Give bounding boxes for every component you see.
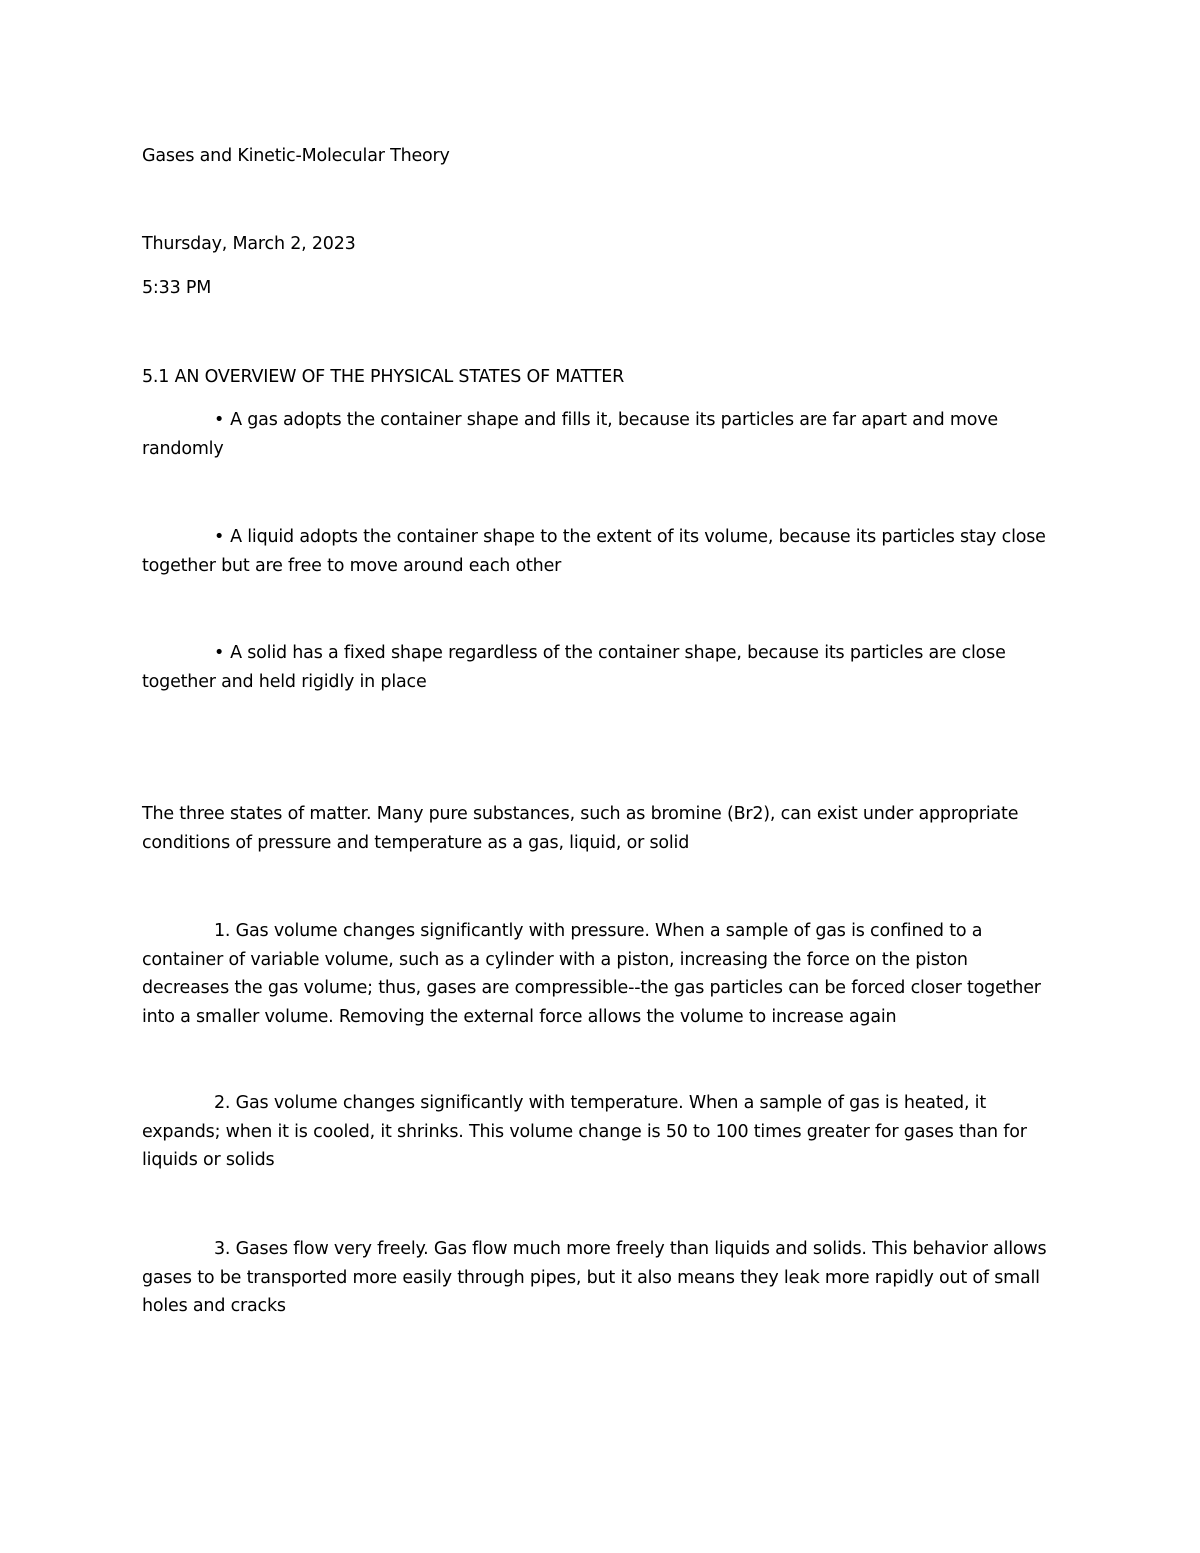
page-time: 5:33 PM (142, 278, 212, 298)
summary-paragraph: The three states of matter. Many pure substances, such as bromine (Br2), can exist under appropriate conditions of pressure and temperature as a gas, liquid, or solid (142, 804, 1019, 853)
section-heading: 5.1 AN OVERVIEW OF THE PHYSICAL STATES OF MATTER (142, 367, 625, 387)
page-date: Thursday, March 2, 2023 (142, 234, 356, 254)
bullet-item-liquid (142, 523, 1057, 580)
numbered-item-3: 3. Gases flow very freely. Gas flow much more freely than liquids and solids. This behavior allows gases to be transported more easily through pipes, but it also means they leak more rapidly out of small holes and cracks (142, 1239, 1047, 1316)
bullet-item-solid (142, 639, 1057, 696)
bullet-text: A gas adopts the container shape and fills it, because its particles are far apart and move randomly (142, 410, 998, 459)
bullet-text: A liquid adopts the container shape to the extent of its volume, because its particles stay close together but are free to move around each other (142, 527, 1046, 576)
numbered-item-1: 1. Gas volume changes significantly with pressure. When a sample of gas is confined to a container of variable volume, such as a cylinder with a piston, increasing the force on the piston decreases the gas volume; thus, gases are compressible--the gas particles can be forced closer together into a smaller volume. Removing the external force allows the volume to increase again (142, 921, 1041, 1027)
bullet-icon: • (214, 410, 225, 430)
page-title: Gases and Kinetic-Molecular Theory (142, 146, 450, 166)
bullet-item-gas (142, 406, 1057, 463)
bullet-icon: • (214, 527, 225, 547)
bullet-icon: • (214, 643, 225, 663)
numbered-item-2: 2. Gas volume changes significantly with temperature. When a sample of gas is heated, it expands; when it is cooled, it shrinks. This volume change is 50 to 100 times greater for gases than for liquids or solids (142, 1093, 1027, 1170)
bullet-text: A solid has a fixed shape regardless of the container shape, because its particles are close together and held rigidly in place (142, 643, 1006, 692)
